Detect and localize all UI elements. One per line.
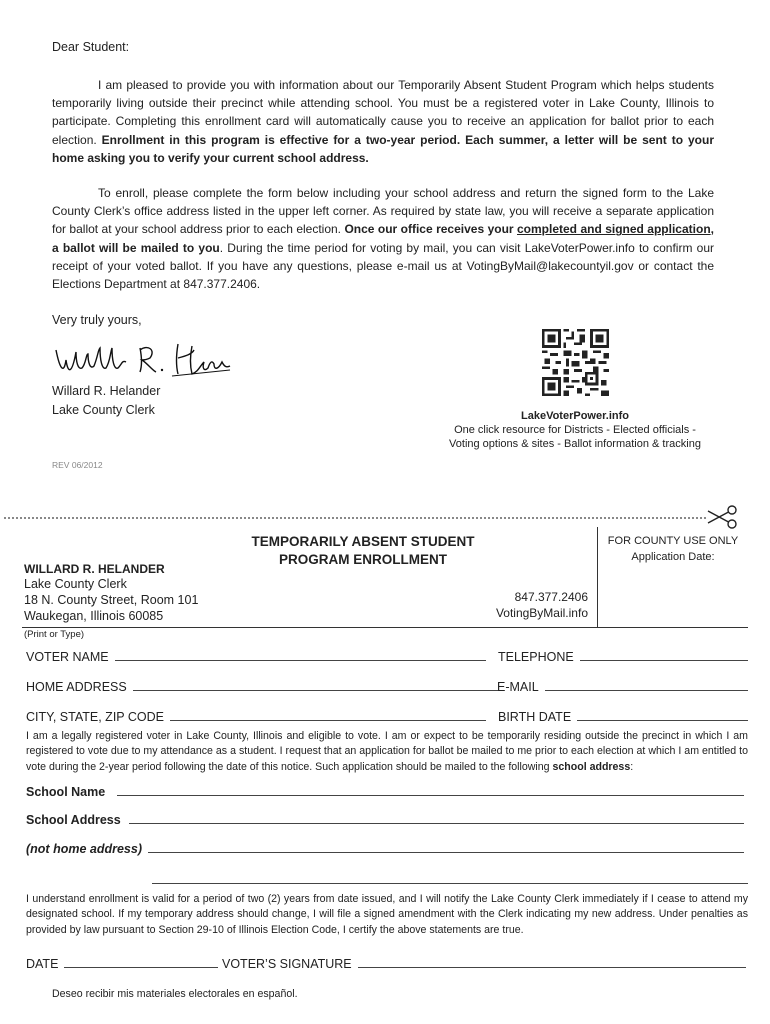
date-input-line[interactable] — [64, 967, 218, 968]
school-name-label: School Name — [26, 785, 106, 799]
p2-bold-2: , a ballot will be mailed to you — [52, 222, 714, 255]
birth-date-label: BIRTH DATE — [498, 710, 572, 724]
birth-date-field[interactable] — [498, 710, 754, 724]
promo-site[interactable]: LakeVoterPower.info — [521, 410, 629, 422]
school-address-input-line[interactable] — [129, 823, 744, 824]
p1-text: I am pleased to provide you with information about our Temporarily Absent Student Program which helps students temporarily living outside their precinct while attending school. You must be a registered voter in Lake County, Illinois to participate. Completing this enrollment card will automatically cause you to receive an application for ballot prior to each election. — [52, 78, 714, 147]
statement-text: I am a legally registered voter in Lake County, Illinois and eligible to vote. I am or expect to be temporarily residing outside the precinct in which I am registered to vote due to my attendance as a student. I request that an application for ballot be mailed to me prior to each election at which I am entitled to vote during the 2-year period following the date of this notice. Such application should be mailed to the following — [26, 730, 748, 773]
email-label: E-MAIL — [497, 680, 539, 694]
email-field[interactable] — [497, 680, 754, 694]
qr-code-icon — [542, 329, 609, 396]
school-address-label: School Address — [26, 813, 121, 827]
clerk-address-2: Waukegan, Illinois 60085 — [24, 609, 164, 623]
form-title-line-1: TEMPORARILY ABSENT STUDENT — [251, 534, 475, 549]
city-state-zip-label: CITY, STATE, ZIP CODE — [26, 710, 164, 724]
county-use-label: FOR COUNTY USE ONLY — [607, 535, 739, 547]
signer-title: Lake County Clerk — [52, 403, 155, 417]
revision-note: REV 06/2012 — [52, 460, 103, 470]
p2-text-2: . During the time period for voting by mail, you can visit LakeVoterPower.info to confirm our receipt of your voted ballot. If you have any questions, please e-mail us at VotingByMail@lakecountyil.gov or contact the Elections Department at 847.377.2406. — [52, 240, 714, 292]
home-address-field[interactable] — [26, 680, 498, 694]
promo-line-1: One click resource for Districts - Elected officials - — [454, 424, 696, 436]
date-label: DATE — [26, 957, 59, 971]
date-field[interactable] — [26, 957, 224, 971]
home-address-input-line[interactable] — [133, 690, 498, 691]
promo-line-2: Voting options & sites - Ballot information & tracking — [449, 438, 701, 450]
city-state-zip-field[interactable] — [26, 710, 492, 724]
city-state-zip-input-line[interactable] — [170, 720, 486, 721]
clerk-address-1: 18 N. County Street, Room 101 — [24, 593, 199, 607]
not-home-address-input-line[interactable] — [148, 852, 744, 853]
clerk-website[interactable]: VotingByMail.info — [495, 606, 588, 620]
letter-paragraph-1 — [52, 76, 714, 167]
scissors-icon — [706, 505, 738, 529]
school-address-field[interactable] — [26, 813, 750, 827]
letter-salutation: Dear Student: — [52, 40, 130, 54]
clerk-name: WILLARD R. HELANDER — [24, 562, 165, 576]
p2-bold: Once our office receives your — [344, 222, 517, 237]
telephone-field[interactable] — [498, 650, 754, 664]
school-name-input-line[interactable] — [117, 795, 744, 796]
telephone-input-line[interactable] — [580, 660, 748, 661]
home-address-label: HOME ADDRESS — [26, 680, 127, 694]
print-note: (Print or Type) — [24, 629, 85, 640]
p2-bold-underline: completed and signed application — [517, 222, 711, 237]
not-home-address-label: (not home address) — [26, 842, 142, 856]
school-name-field[interactable] — [26, 785, 750, 799]
certification-statement: I understand enrollment is valid for a period of two (2) years from date issued, and I will notify the Lake County Clerk immediately if I cease to attend my designated school. If my temporary address should change, I will file a signed amendment with the Clerk indicating my new address. Under penalties as provided by law pursuant to Section 29-10 of Illinois Election Code, I certify the above statements are true. — [26, 893, 748, 936]
eligibility-statement — [26, 729, 748, 775]
signature-image — [52, 340, 232, 382]
clerk-title: Lake County Clerk — [24, 577, 127, 591]
voter-signature-label: VOTER’S SIGNATURE — [222, 957, 352, 971]
telephone-label: TELEPHONE — [498, 650, 574, 664]
application-date-label: Application Date: — [631, 551, 715, 563]
header-divider — [22, 627, 748, 628]
spanish-request[interactable]: Deseo recibir mis materiales electorales en español. — [52, 988, 298, 1000]
extra-address-line[interactable] — [152, 883, 748, 884]
not-home-address-field[interactable] — [26, 842, 750, 856]
voter-name-field[interactable] — [26, 650, 492, 664]
letter-paragraph-2 — [52, 184, 714, 293]
voter-name-label: VOTER NAME — [26, 650, 109, 664]
letter-closing: Very truly yours, — [52, 313, 142, 327]
p1-bold: Enrollment in this program is effective for a two-year period. Each summer, a letter will be sent to your home asking you to verify your current school address. — [52, 132, 714, 165]
statement-end: : — [630, 760, 634, 773]
cut-line — [4, 517, 706, 519]
form-title-line-2: PROGRAM ENROLLMENT — [279, 552, 447, 567]
statement-bold: school address — [552, 760, 631, 773]
birth-date-input-line[interactable] — [577, 720, 748, 721]
voter-signature-input-line[interactable] — [358, 967, 746, 968]
voter-signature-field[interactable] — [222, 957, 752, 971]
clerk-phone: 847.377.2406 — [514, 590, 588, 604]
signer-name: Willard R. Helander — [52, 384, 161, 398]
voter-name-input-line[interactable] — [115, 660, 486, 661]
email-input-line[interactable] — [545, 690, 748, 691]
p2-text: To enroll, please complete the form below including your school address and return the signed form to the Lake County Clerk’s office address listed in the upper left corner. As required by state law, you will receive a separate application for ballot at your school address prior to each election. — [52, 186, 714, 237]
